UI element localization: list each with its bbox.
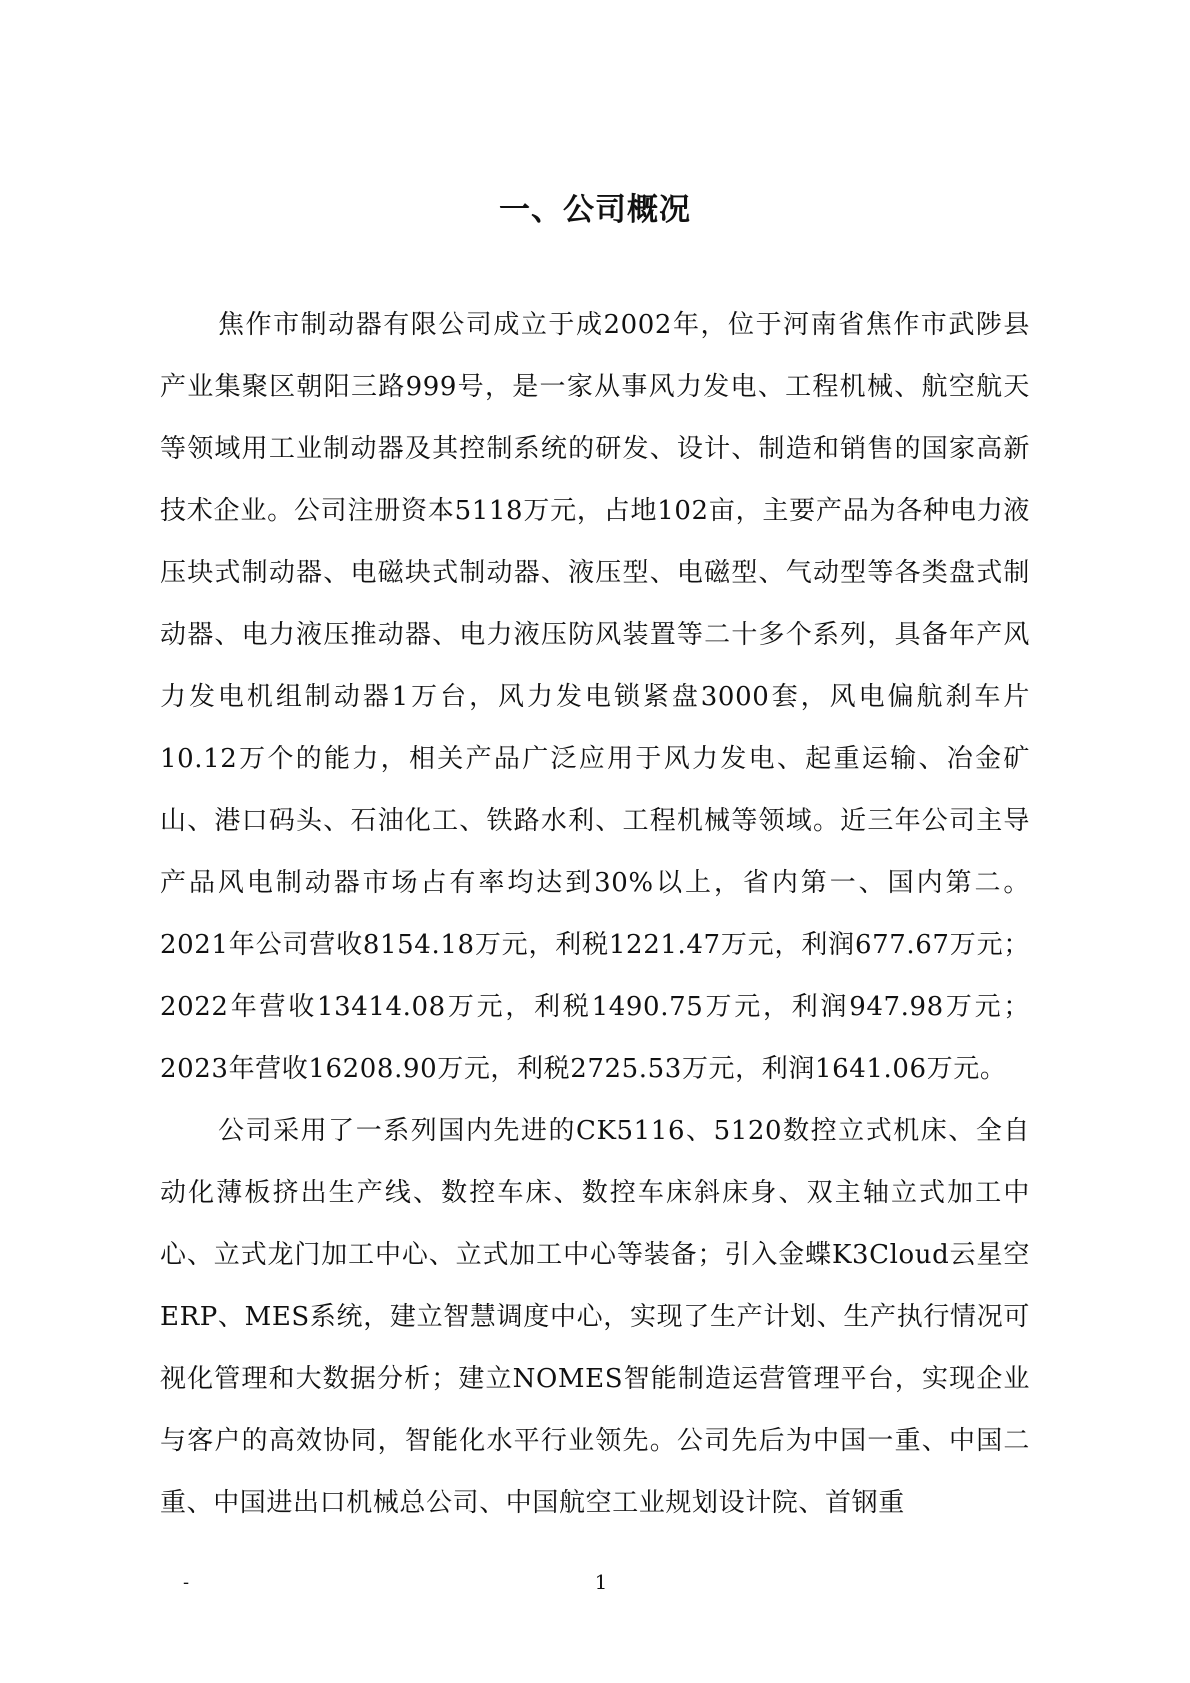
paragraph-equipment: 公司采用了一系列国内先进的CK5116、5120数控立式机床、全自动化薄板挤出生产线、数控车床、数控车床斜床身、双主轴立式加工中心、立式龙门加工中心、立式加工中心等装备；引入金蝶K3Cloud云星空ERP、MES系统，建立智慧调度中心，实现了生产计划、生产执行情况可视化管理和大数据分析；建立NOMES智能制造运营管理平台，实现企业与客户的高效协同，智能化水平行业领先。公司先后为中国一重、中国二重、中国进出口机械总公司、中国航空工业规划设计院、首钢重 — [160, 1116, 1030, 1518]
paragraph-company-overview: 焦作市制动器有限公司成立于成2002年，位于河南省焦作市武陟县产业集聚区朝阳三路999号，是一家从事风力发电、工程机械、航空航天等领域用工业制动器及其控制系统的研发、设计、制造和销售的国家高新技术企业。公司注册资本5118万元，占地102亩，主要产品为各种电力液压块式制动器、电磁块式制动器、液压型、电磁型、气动型等各类盘式制动器、电力液压推动器、电力液压防风装置等二十多个系列，具备年产风力发电机组制动器1万台，风力发电锁紧盘3000套，风电偏航刹车片10.12万个的能力，相关产品广泛应用于风力发电、起重运输、冶金矿山、港口码头、石油化工、铁路水利、工程机械等领域。近三年公司主导产品风电制动器市场占有率均达到30%以上，省内第一、国内第二。2021年公司营收8154.18万元，利税1221.47万元，利润677.67万元；2022年营收13414.08万元，利税1490.75万元，利润947.98万元；2023年营收16208.90万元，利税2725.53万元，利润1641.06万元。 — [160, 310, 1030, 1084]
body-text — [160, 294, 1030, 1534]
footer-dash: - — [183, 1572, 190, 1593]
page-number: 1 — [594, 1570, 608, 1594]
section-title: 一、公司概况 — [499, 192, 691, 228]
